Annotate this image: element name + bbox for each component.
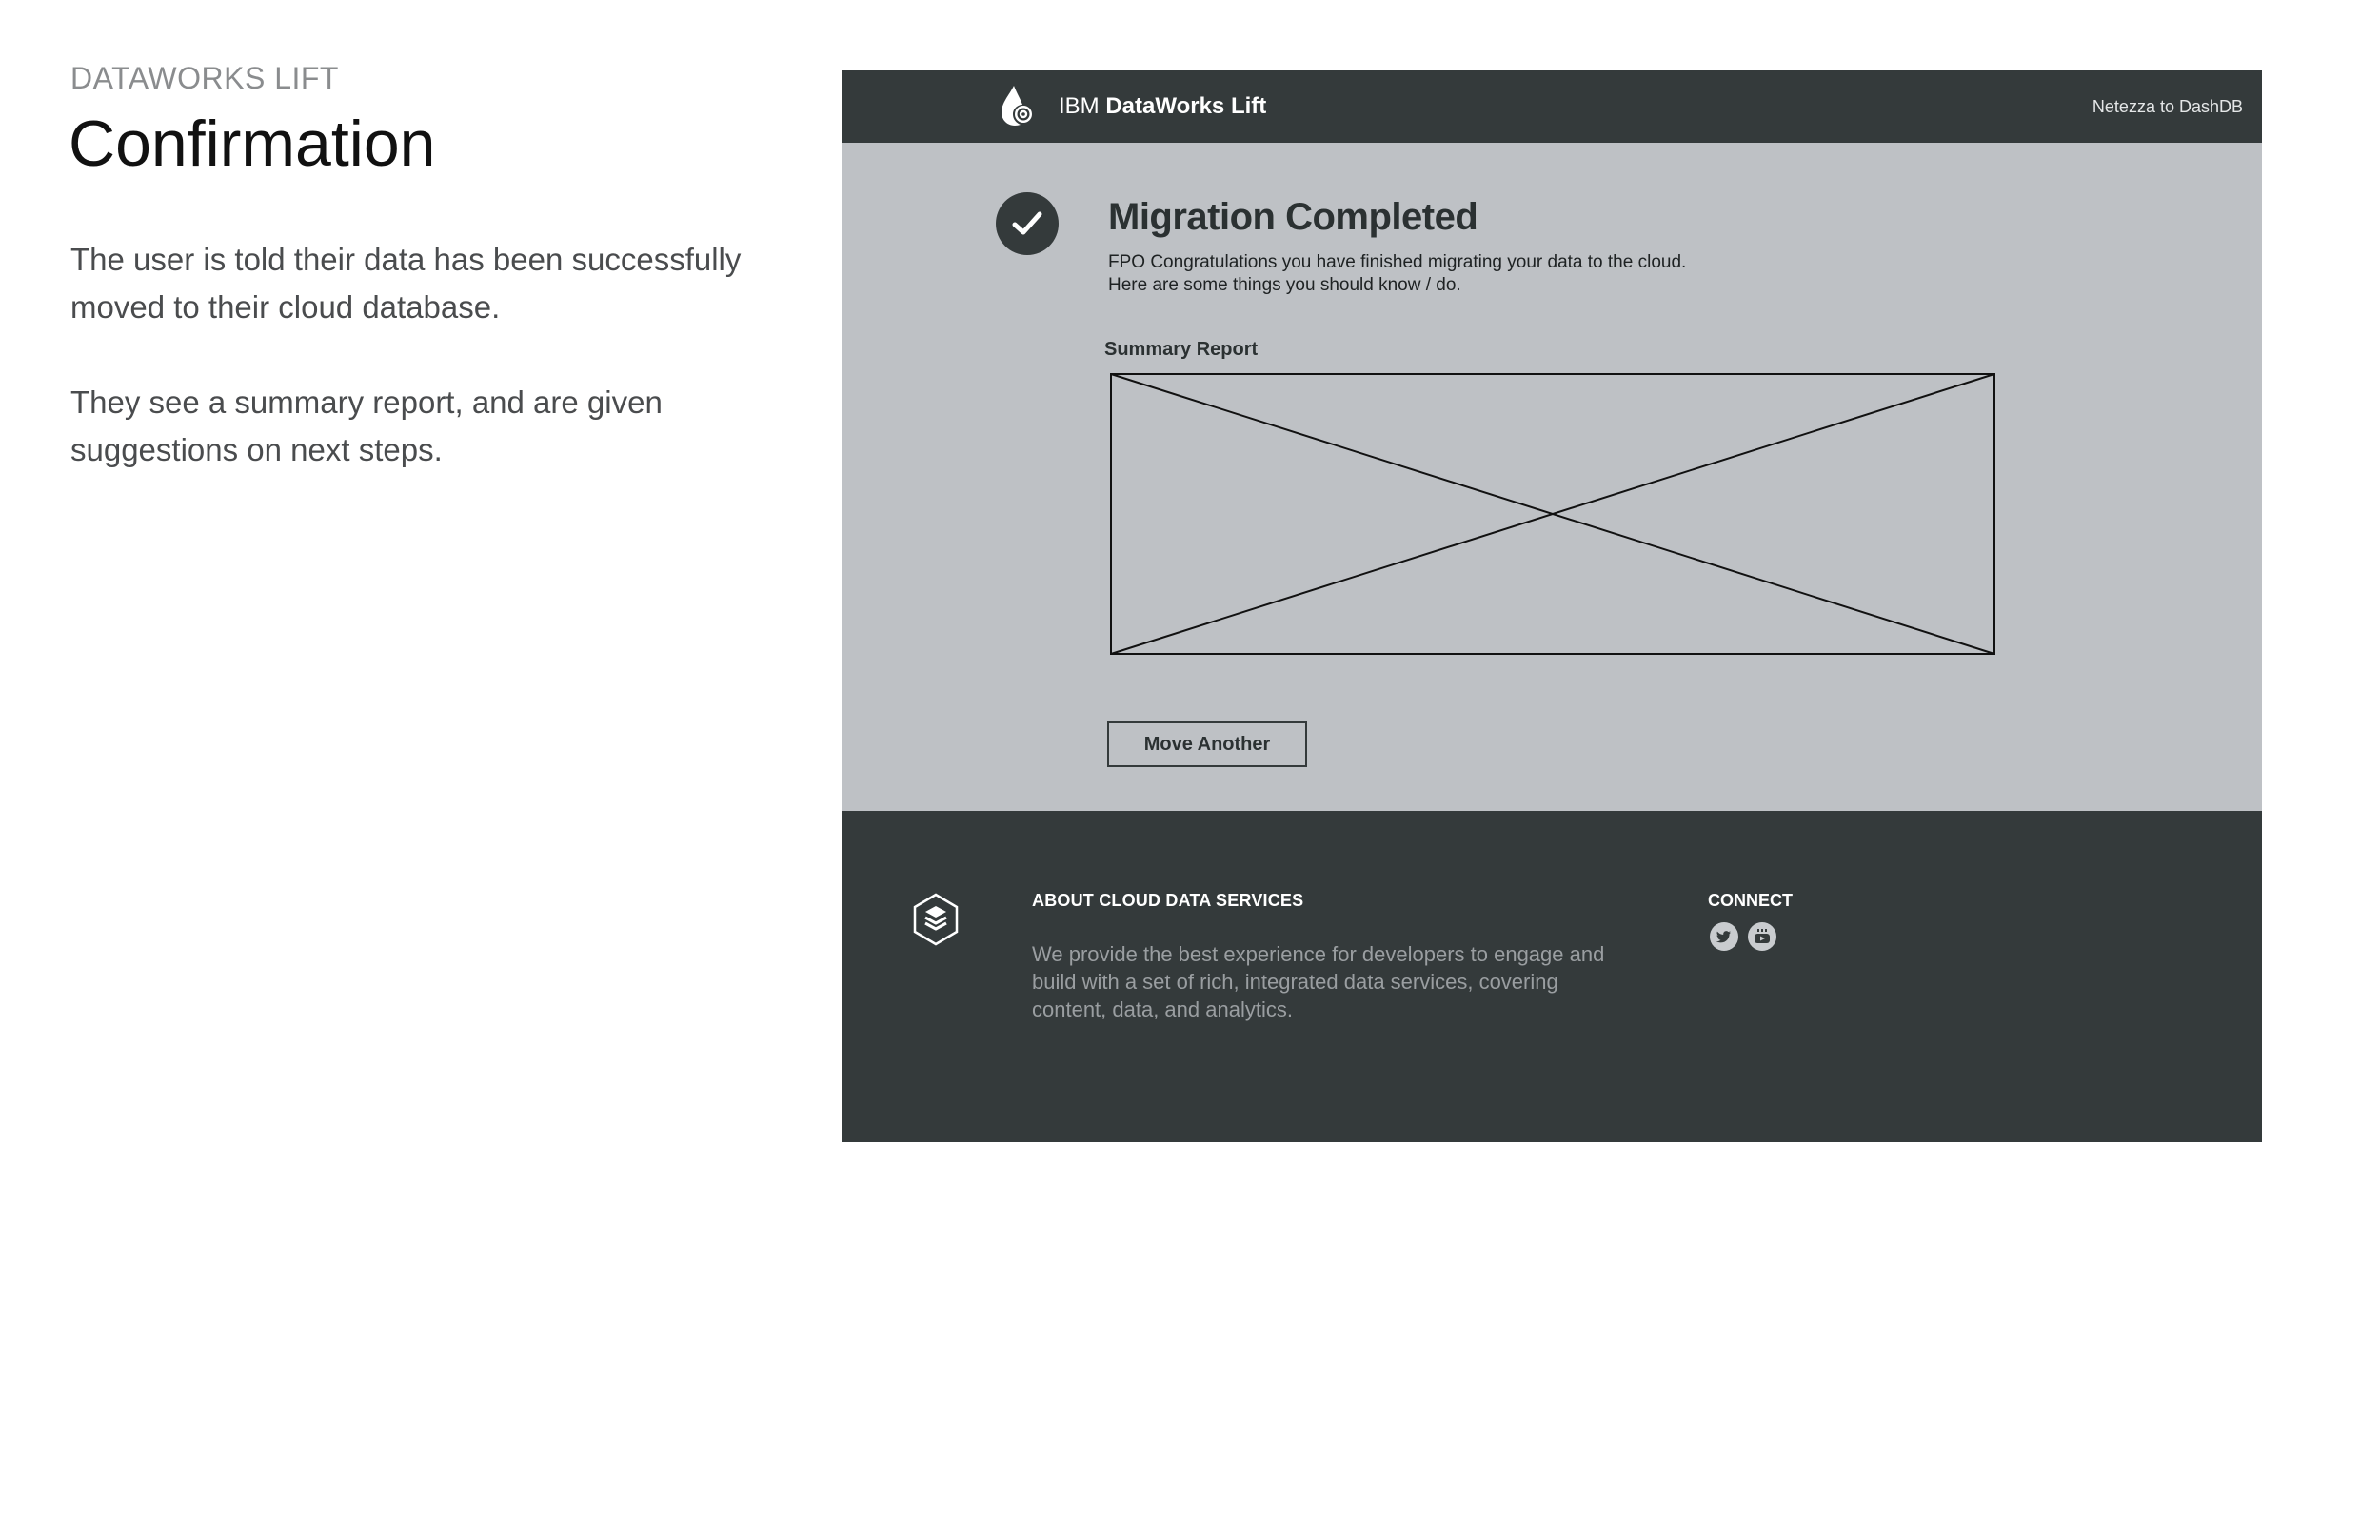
brand-prefix: IBM	[1059, 93, 1100, 119]
app-brand[interactable]	[1059, 93, 1266, 120]
move-another-button[interactable]: Move Another	[1107, 721, 1307, 767]
success-badge	[996, 192, 1059, 255]
checkmark-icon	[1012, 210, 1042, 237]
app-header	[842, 70, 2262, 143]
summary-report-label: Summary Report	[1104, 339, 1259, 360]
app-footer	[842, 811, 2262, 1142]
migration-message: FPO Congratulations you have finished migrating your data to the cloud. Here are some things you should know / do.	[1108, 252, 1687, 295]
app-mockup	[842, 70, 2262, 1142]
layers-hexagon-icon	[912, 893, 960, 946]
dataworks-drop-gear-icon[interactable]	[998, 84, 1036, 128]
youtube-icon[interactable]	[1748, 922, 1776, 951]
twitter-icon[interactable]	[1710, 922, 1738, 951]
page-title: Confirmation	[69, 108, 436, 180]
description-paragraph-1: The user is told their data has been successfully moved to their cloud database.	[70, 242, 742, 325]
about-text: We provide the best experience for developers to engage and build with a set of rich, integrated data services, covering content, data, and analytics.	[1032, 942, 1605, 1021]
brand-name: DataWorks Lift	[1105, 93, 1267, 119]
description-paragraph-2: They see a summary report, and are given suggestions on next steps.	[70, 385, 663, 467]
migration-route-label: Netezza to DashDB	[2092, 97, 2243, 116]
connect-heading: CONNECT	[1708, 891, 1793, 910]
migration-title: Migration Completed	[1108, 196, 1478, 238]
about-heading: ABOUT CLOUD DATA SERVICES	[1032, 891, 1304, 910]
summary-report-placeholder	[1110, 373, 1995, 655]
section-eyebrow: DATAWORKS LIFT	[70, 61, 339, 95]
